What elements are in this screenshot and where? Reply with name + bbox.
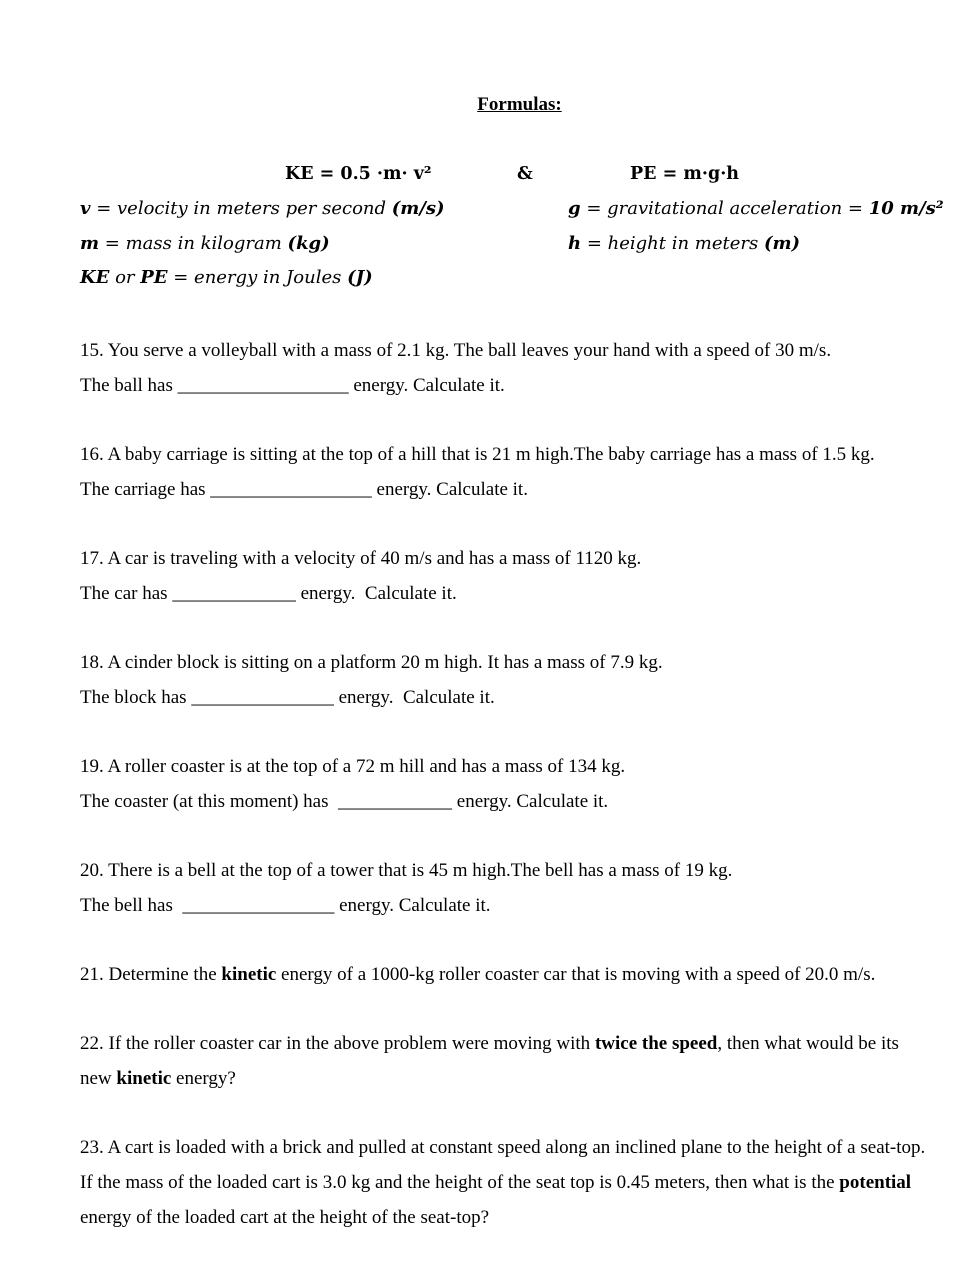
question-bold-text: v [80,197,91,219]
text-segment: energy. Calculate it. [371,478,528,500]
question-bold-text: (m) [763,232,801,254]
question-bold-text: h [568,232,582,254]
question-16-line [80,438,940,473]
text-segment: = energy in Joules [167,267,348,289]
question-bold-text: kinetic [221,963,277,985]
text-segment: , then what would be its [717,1033,899,1055]
question-16-line [80,473,940,508]
definition-row [80,192,944,227]
question-23-line [80,1201,940,1236]
text-segment: energy of a 1000-kg roller coaster car that is moving with a speed of 20.0 m/s. [276,963,876,985]
text-segment: energy of the loaded cart at the height of the seat-top? [80,1206,490,1228]
question-bold-text: potential [839,1171,912,1193]
text-segment: 18. A cinder block is sitting on a platform 20 m high. It has a mass of 7.9 kg. [80,651,663,673]
question-22-line [80,1062,940,1097]
text-segment: The bell has [80,894,183,916]
question-17-line [80,577,940,612]
question-bold-text: (m/s) [391,197,445,219]
text-segment: The block has [80,686,192,708]
answer-blank: __________________ [177,374,349,396]
text-segment: The car has [80,582,173,604]
text-segment: energy. Calculate it. [452,790,609,812]
question-18-line [80,681,940,716]
question-22-line [80,1027,940,1062]
question-bold-text: twice the speed [594,1033,718,1055]
question-19 [80,750,940,819]
question-21 [80,958,940,993]
definition-row [80,261,940,296]
text-segment: or [109,267,141,289]
question-18-line [80,646,940,681]
text-segment: 21. Determine the [80,963,222,985]
text-segment: energy. Calculate it. [348,374,505,396]
text-segment: 23. A cart is loaded with a brick and pulled at constant speed along an inclined plane to the height of a seat-top. [80,1137,926,1159]
text-segment: 20. There is a bell at the top of a tower that is 45 m high.The bell has a mass of 19 kg. [80,859,733,881]
question-bold-text: m [80,232,100,254]
definition-left-column [80,261,568,296]
text-segment: 15. You serve a volleyball with a mass of 2.1 kg. The ball leaves your hand with a speed of 30 m/s. [80,339,832,361]
question-bold-text: 10 m/s² [868,197,944,219]
ampersand-separator: & [517,164,533,185]
question-20 [80,854,940,923]
answer-blank: _________________ [210,478,372,500]
answer-blank: _____________ [172,582,296,604]
question-19-line [80,750,940,785]
question-18 [80,646,940,715]
text-segment: If the mass of the loaded cart is 3.0 kg and the height of the seat top is 0.45 meters, then what is the [80,1171,840,1193]
answer-blank: ________________ [182,894,335,916]
question-17 [80,542,940,611]
answer-blank: _______________ [191,686,334,708]
question-15-line [80,334,940,369]
text-segment: = velocity in meters per second [90,197,392,219]
text-segment: = gravitational acceleration = [580,197,869,219]
question-bold-text: kinetic [116,1067,172,1089]
text-segment: energy. Calculate it. [333,686,495,708]
definition-row [80,227,940,262]
text-segment: The ball has [80,374,178,396]
question-15-line [80,369,940,404]
question-16 [80,438,940,507]
text-segment: The carriage has [80,478,211,500]
answer-blank: ____________ [338,790,453,812]
ke-formula: KE = 0.5 ·m· v² [285,164,432,185]
question-20-line [80,889,940,924]
definition-left-column [80,192,568,227]
text-segment: The coaster (at this moment) has [80,790,339,812]
question-bold-text: (kg) [287,232,330,254]
definition-right-column [568,192,944,227]
question-23-line [80,1166,940,1201]
question-23 [80,1131,940,1235]
text-segment: 22. If the roller coaster car in the above problem were moving with [80,1033,595,1055]
definition-right-column [568,227,940,262]
question-bold-text: PE [140,267,168,289]
definition-right-column [568,261,940,296]
question-19-line [80,785,940,820]
pe-formula: PE = m·g·h [630,164,740,185]
question-bold-text: KE [80,267,110,289]
text-segment: = height in meters [581,232,764,254]
definition-left-column [80,227,568,262]
question-bold-text: g [568,197,581,219]
question-21-line [80,958,940,993]
formula-row [80,157,940,192]
questions-list [80,334,940,1235]
text-segment: 19. A roller coaster is at the top of a 72 m hill and has a mass of 134 kg. [80,755,626,777]
text-segment: energy? [171,1067,236,1089]
text-segment: = mass in kilogram [99,232,288,254]
question-22 [80,1027,940,1096]
text-segment: new [80,1067,117,1089]
question-bold-text: (J) [347,267,373,289]
text-segment: 17. A car is traveling with a velocity of 40 m/s and has a mass of 1120 kg. [80,547,642,569]
question-23-line [80,1131,940,1166]
question-20-line [80,854,940,889]
question-15 [80,334,940,403]
formulas-title-line [80,53,940,157]
formulas-title: Formulas: [477,93,562,115]
text-segment: energy. Calculate it. [334,894,491,916]
question-17-line [80,542,940,577]
variable-definitions [80,192,944,296]
text-segment: 16. A baby carriage is sitting at the top of a hill that is 21 m high.The baby carriage has a mass of 1.5 kg. [80,443,875,465]
text-segment: energy. Calculate it. [295,582,457,604]
